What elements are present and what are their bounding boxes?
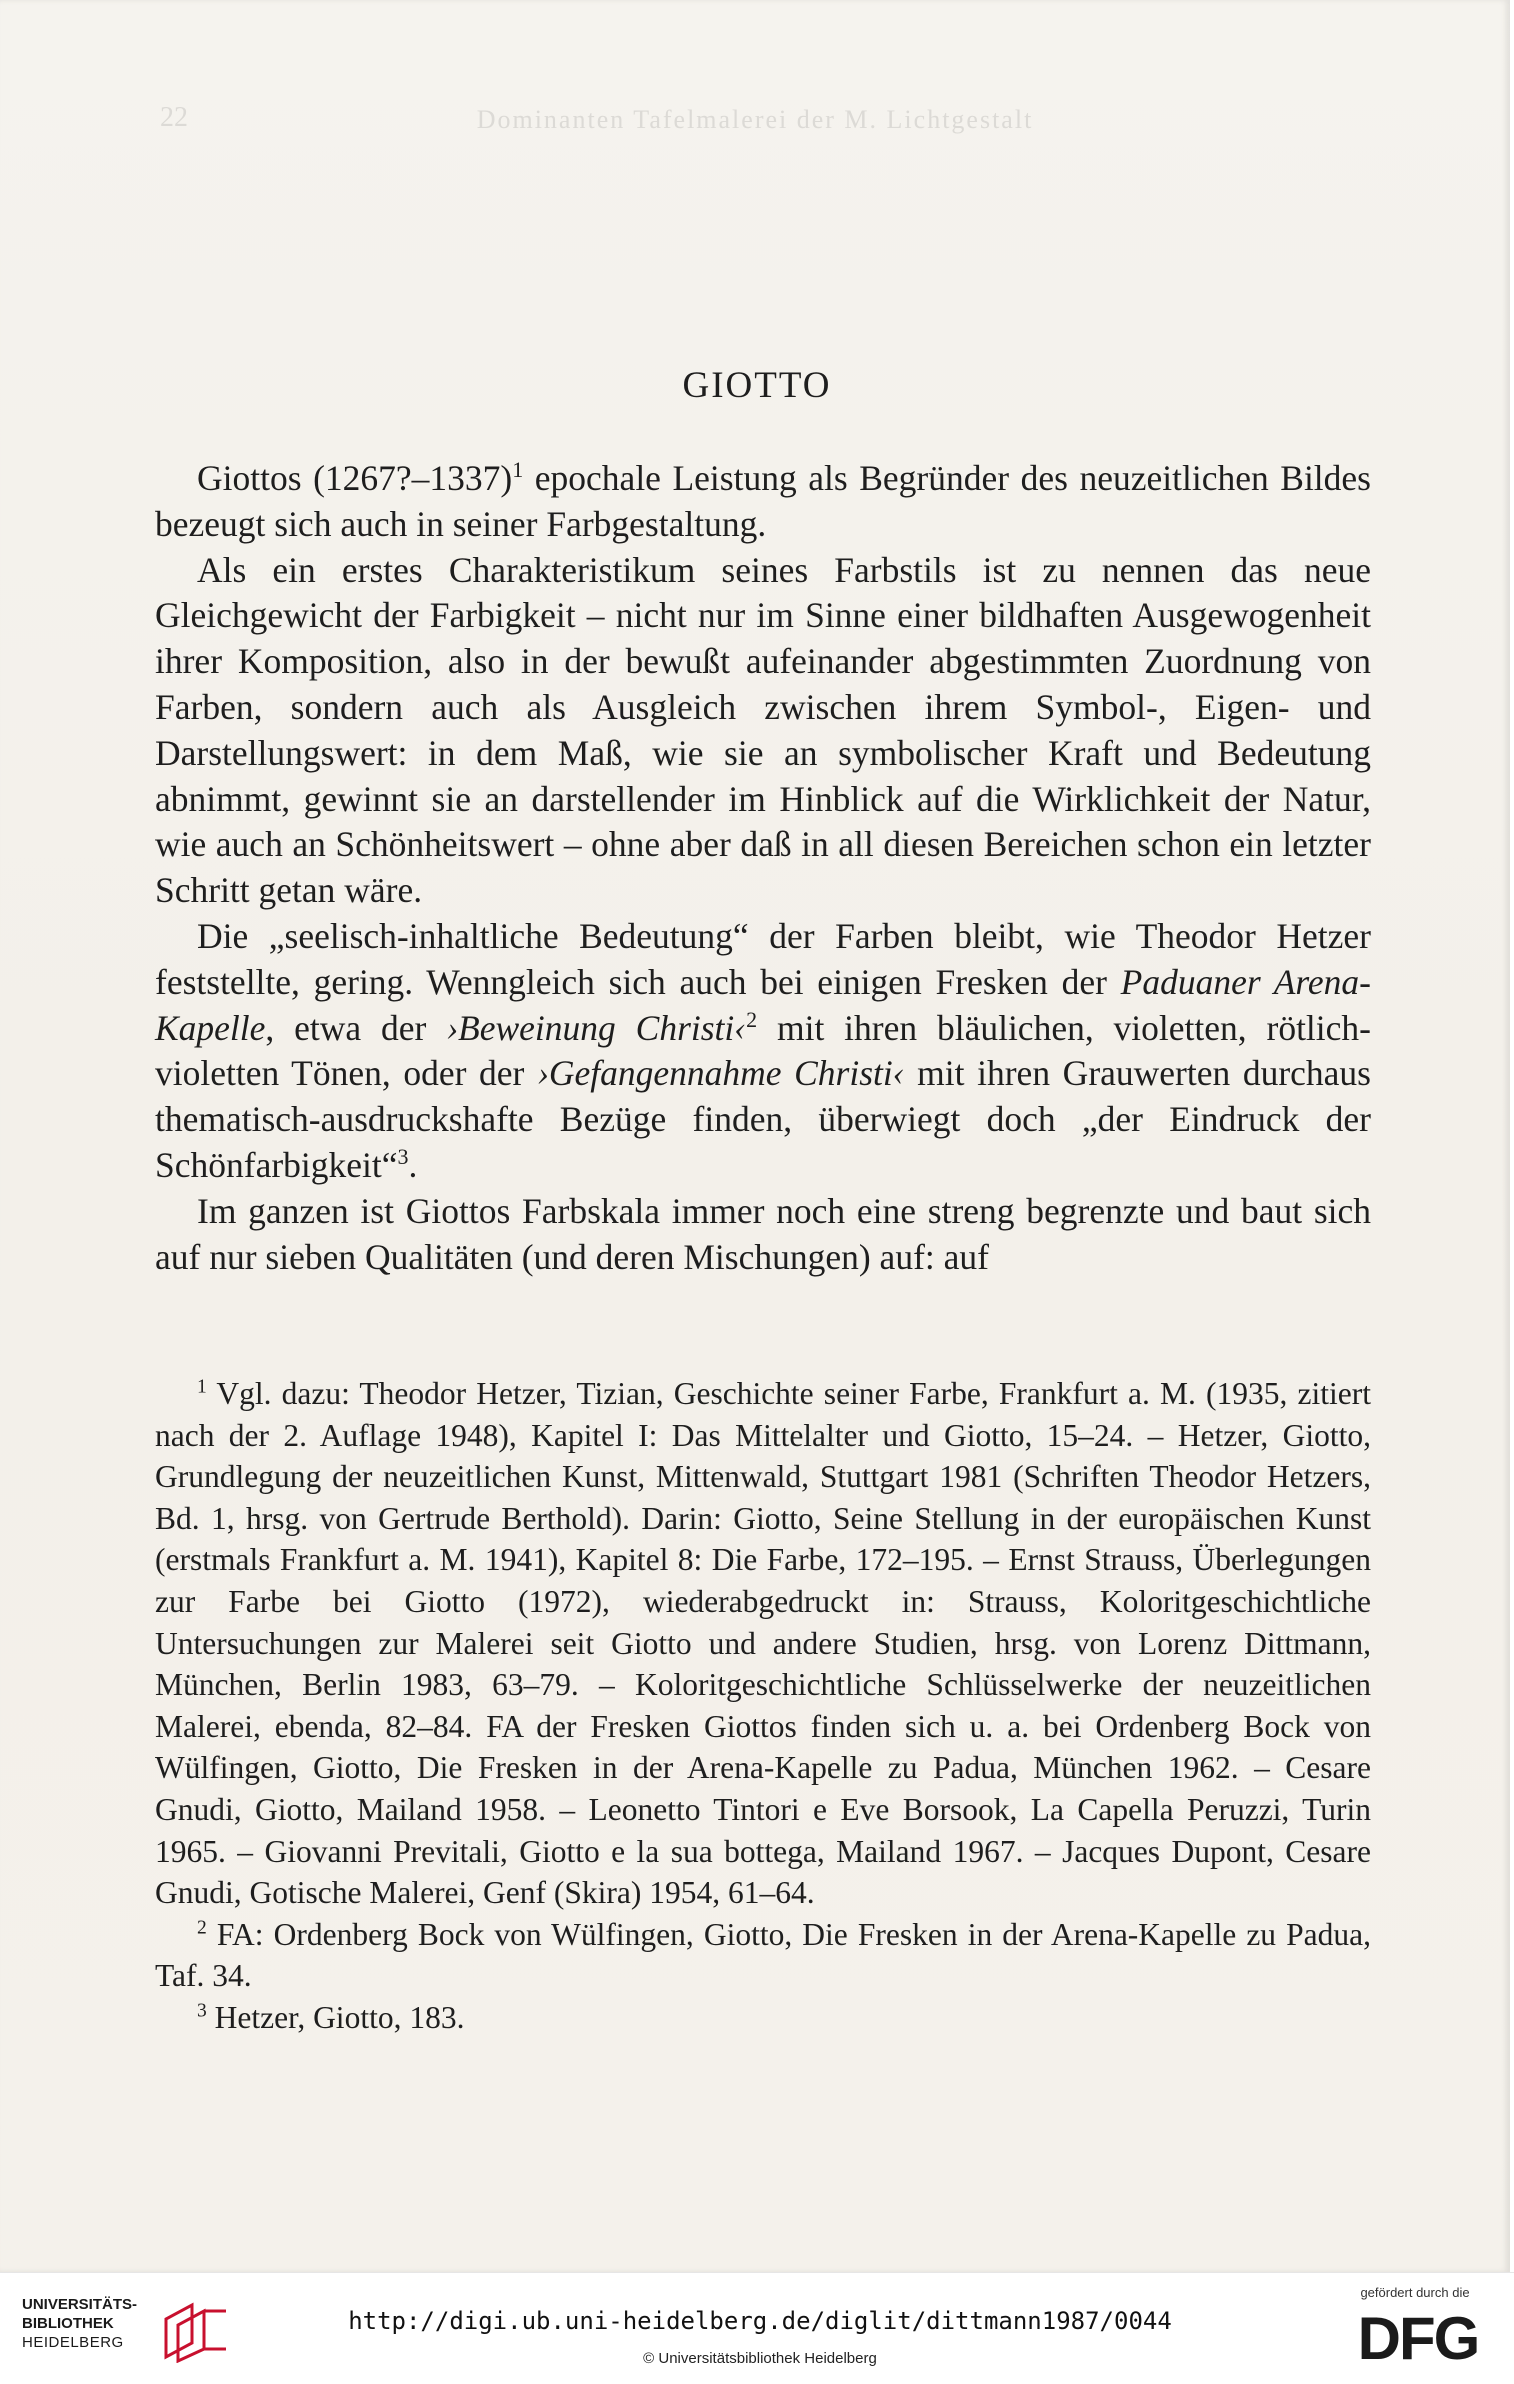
footnote-marker: 1 — [197, 1376, 207, 1398]
bleed-through-page-number: 22 — [160, 102, 188, 133]
footnotes — [155, 1373, 1371, 2039]
text-run: , etwa der — [265, 1007, 447, 1048]
footnote — [155, 1997, 1371, 2039]
body-paragraph — [155, 456, 1371, 548]
library-name-line1: UNIVERSITÄTS- — [22, 2296, 138, 2313]
chapter-title: GIOTTO — [682, 365, 832, 406]
footnote-reference: 3 — [397, 1143, 409, 1169]
dfg-logo-icon[interactable] — [1342, 2307, 1494, 2369]
footnote — [155, 1373, 1371, 1914]
text-run: epochale Leistung als Begründer des neuzeitlichen Bildes bezeugt sich auch in seiner Farbgestaltung. — [155, 458, 1371, 544]
body-text — [155, 456, 1371, 1280]
library-name-line3: HEIDELBERG — [22, 2334, 124, 2351]
footnote-text: FA: Ordenberg Bock von Wülfingen, Giotto, Die Fresken in der Arena-Kapelle zu Padua, Taf. 34. — [155, 1916, 1371, 1994]
text-run: mit ihren bläulichen, violetten, rötlich-violetten Tönen, oder der — [155, 1007, 1371, 1094]
text-run: Als ein erstes Charakteristikum seines Farbstils ist zu nennen das neue Gleichgewicht der Farbigkeit – nicht nur im Sinne einer bildhaften Ausgewogenheit ihrer Komposition, also in der bewußt aufeinander abgestimmten Zuordnung von Farben, sondern auch als Ausgleich zwischen ihrem Symbol-, Eigen- und Darstellungswert: in dem Maß, wie sie an symbolischer Kraft und Bedeutung abnimmt, gewinnt sie an darstellender im Hinblick auf die Wirklichkeit der Natur, wie auch an Schönheitswert – ohne aber daß in all diesen Bereichen schon ein letzter Schritt getan wäre. — [155, 549, 1371, 911]
bleed-through-running-head: Dominanten Tafelmalerei der M. Lichtgestalt — [476, 105, 1034, 134]
text-run: Giottos (1267?–1337) — [197, 458, 513, 498]
italic-title: ›Gefangennahme Christi‹ — [537, 1053, 905, 1094]
library-name-line2: BIBLIOTHEK — [22, 2315, 114, 2332]
footnote-text: Hetzer, Giotto, 183. — [214, 1999, 465, 2035]
text-run: mit ihren Grauwerten durchaus thematisch-ausdruckshafte Bezüge finden, überwiegt doch „der Eindruck der Schönfarbigkeit“ — [155, 1053, 1371, 1185]
italic-title: ›Beweinung Christi‹ — [446, 1007, 747, 1048]
footnote-text: Vgl. dazu: Theodor Hetzer, Tizian, Geschichte seiner Farbe, Frankfurt a. M. (1935, zitiert nach der 2. Auflage 1948), Kapitel I: Das Mittelalter und Giotto, 15–24. – Hetzer, Giotto, Grundlegung der neuzeitlichen Kunst, Mittenwald, Stuttgart 1981 (Schriften Theodor Hetzers, Bd. 1, hrsg. von Gertrude Berthold). Darin: Giotto, Seine Stellung in der europäischen Kunst (erstmals Frankfurt a. M. 1941), Kapitel 8: Die Farbe, 172–195. – Ernst Strauss, Überlegungen zur Farbe bei Giotto (1972), wiederabgedruckt in: Strauss, Koloritgeschichtliche Untersuchungen zur Malerei seit Giotto und andere Studien, hrsg. von Lorenz Dittmann, München, Berlin 1983, 63–79. – Koloritgeschichtliche Schlüsselwerke der neuzeitlichen Malerei, ebenda, 82–84. FA der Fresken Giottos finden sich u. a. bei Ordenberg Bock von Wülfingen, Giotto, Die Fresken in der Arena-Kapelle zu Padua, München 1962. – Cesare Gnudi, Giotto, Mailand 1958. – Leonetto Tintori e Eve Borsook, La Capella Peruzzi, Turin 1965. – Giovanni Previtali, Giotto e la sua bottega, Mailand 1967. – Jacques Dupont, Cesare Gnudi, Gotische Malerei, Genf (Skira) 1954, 61–64. — [155, 1376, 1371, 1911]
footnote-reference: 2 — [746, 1006, 758, 1032]
university-library-logo[interactable] — [22, 2295, 232, 2365]
copyright-notice: © Universitätsbibliothek Heidelberg — [643, 2350, 877, 2367]
italic-title: Paduaner Arena-Kapelle — [155, 961, 1371, 1048]
body-paragraph — [155, 914, 1371, 1189]
text-run: Im ganzen ist Giottos Farbskala immer noch eine streng begrenzte und baut sich auf nur sieben Qualitäten (und deren Mischungen) auf: auf — [155, 1190, 1371, 1277]
text-run: . — [408, 1144, 418, 1185]
funder-caption: gefördert durch die — [1360, 2285, 1470, 2300]
footnote-reference: 1 — [512, 456, 524, 482]
body-paragraph — [155, 1189, 1371, 1281]
footnote — [155, 1914, 1371, 1997]
text-run: Die „seelisch-inhaltliche Bedeutung“ der Farben bleibt, wie Theodor Hetzer feststellte, gering. Wenngleich sich auch bei einigen Fresken der — [155, 915, 1371, 1002]
footnote-marker: 2 — [197, 1917, 207, 1939]
footer-bar — [0, 2272, 1514, 2384]
footnote-marker: 3 — [197, 2000, 207, 2022]
library-mark-icon — [162, 2299, 230, 2363]
dfg-logo-text: DFG — [1357, 2307, 1479, 2369]
library-name — [22, 2295, 137, 2352]
body-paragraph — [155, 548, 1371, 914]
document-url-link[interactable]: http://digi.ub.uni-heidelberg.de/diglit/dittmann1987/0044 — [348, 2307, 1172, 2335]
